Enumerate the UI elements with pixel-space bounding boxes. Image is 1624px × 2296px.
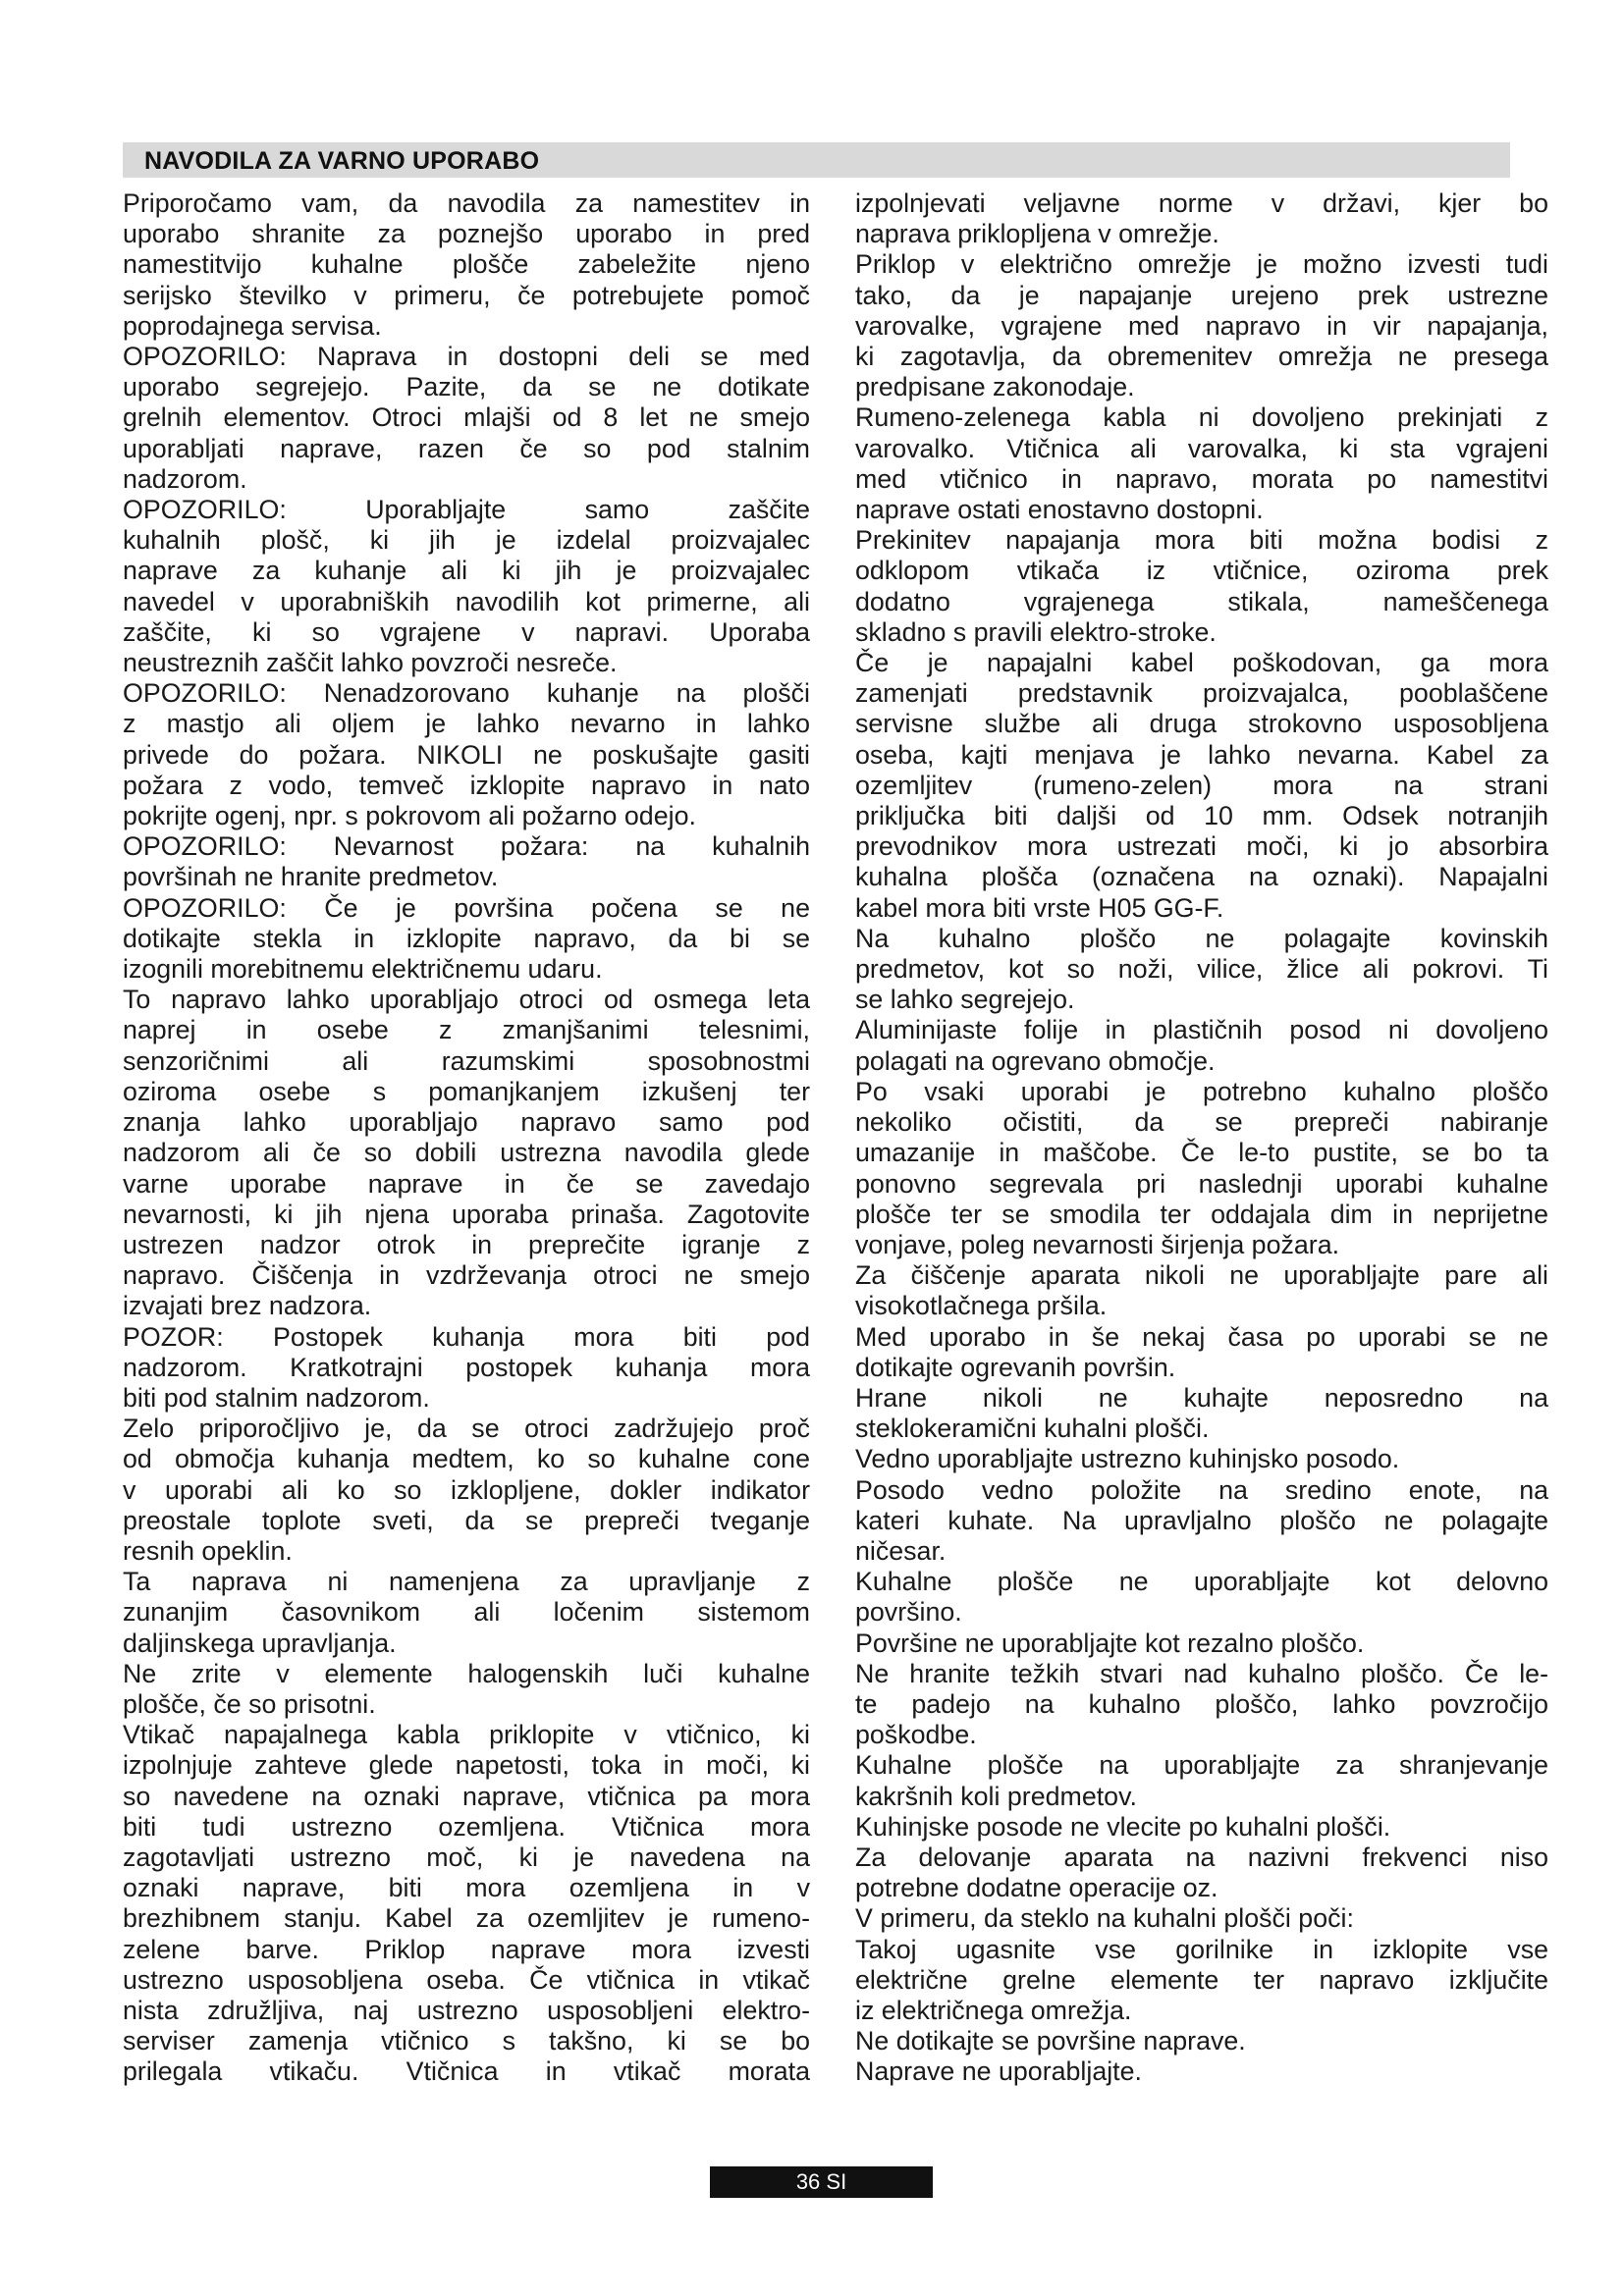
text-line: v uporabi ali ko so izklopljene, dokler indikator	[123, 1474, 810, 1505]
text-line: brezhibnem stanju. Kabel za ozemljitev je rumeno-	[123, 1903, 810, 1934]
text-line: varovalko. Vtičnica ali varovalka, ki sta vgrajeni	[855, 433, 1548, 463]
text-line: Po vsaki uporabi je potrebno kuhalno ploščo	[855, 1076, 1548, 1106]
text-line: daljinskega upravljanja.	[123, 1628, 397, 1658]
text-line: Vtikač napajalnega kabla priklopite v vtičnico, ki	[123, 1720, 810, 1750]
text-line: Na kuhalno ploščo ne polagajte kovinskih	[855, 923, 1548, 953]
text-line: neustreznih zaščit lahko povzroči nesreče.	[123, 648, 618, 678]
text-line: od območja kuhanja medtem, ko so kuhalne cone	[123, 1444, 810, 1474]
text-line: Priklop v električno omrežje je možno izvesti tudi	[855, 249, 1548, 280]
text-line: namestitvijo kuhalne plošče zabeležite njeno	[123, 249, 810, 280]
text-line: Kuhalne plošče ne uporabljajte kot delovno	[855, 1567, 1548, 1597]
text-line: nadzorom.	[123, 463, 247, 494]
text-line: Ta naprava ni namenjena za upravljanje z	[123, 1567, 810, 1597]
text-line: OPOZORILO: Uporabljajte samo zaščite	[123, 495, 810, 525]
text-line: površinah ne hranite predmetov.	[123, 862, 499, 892]
text-line: požara z vodo, temveč izklopite napravo in nato	[123, 770, 810, 800]
text-line: izognili morebitnemu električnemu udaru.	[123, 954, 603, 985]
text-line: uporabljati naprave, razen če so pod stalnim	[123, 433, 810, 463]
text-line: naprave za kuhanje ali ki jih je proizvajalec	[123, 556, 810, 586]
text-line: nekoliko očistiti, da se prepreči nabiranje	[855, 1107, 1548, 1138]
text-line: varovalke, vgrajene med napravo in vir napajanja,	[855, 310, 1548, 341]
text-line: Posodo vedno položite na sredino enote, na	[855, 1474, 1548, 1505]
text-line: Če je napajalni kabel poškodovan, ga mora	[855, 648, 1548, 678]
text-line: Hrane nikoli ne kuhajte neposredno na	[855, 1382, 1548, 1413]
text-line: Ne hranite težkih stvari nad kuhalno ploščo. Če le-	[855, 1658, 1548, 1688]
text-line: predpisane zakonodaje.	[855, 372, 1135, 402]
text-line: priključka biti daljši od 10 mm. Odsek notranjih	[855, 801, 1548, 831]
text-line: prevodnikov mora ustrezati moči, ki jo absorbira	[855, 831, 1548, 862]
text-line: polagati na ogrevano območje.	[855, 1045, 1216, 1076]
text-line: ničesar.	[855, 1535, 947, 1566]
text-line: preostale toplote sveti, da se prepreči tveganje	[123, 1505, 810, 1535]
text-line: OPOZORILO: Naprava in dostopni deli se med	[123, 342, 810, 372]
text-line: uporabo segrejejo. Pazite, da se ne dotikate	[123, 372, 810, 402]
text-line: biti pod stalnim nadzorom.	[123, 1382, 430, 1413]
text-line: naprave ostati enostavno dostopni.	[855, 495, 1264, 525]
text-line: iz električnega omrežja.	[855, 1995, 1132, 2025]
text-line: nadzorom ali če so dobili ustrezna navodila glede	[123, 1138, 810, 1168]
text-line: zagotavljati ustrezno moč, ki je navedena na	[123, 1842, 810, 1872]
text-line: Med uporabo in še nekaj časa po uporabi se ne	[855, 1321, 1548, 1352]
text-line: serijsko številko v primeru, če potrebujete pomoč	[123, 280, 810, 310]
text-line: površino.	[855, 1597, 962, 1628]
text-line: OPOZORILO: Če je površina počena se ne	[123, 892, 810, 923]
text-line: zaščite, ki so vgrajene v napravi. Uporaba	[123, 616, 810, 647]
text-line: Takoj ugasnite vse gorilnike in izklopite vse	[855, 1934, 1548, 1964]
section-header-bar	[123, 142, 1510, 178]
text-line: POZOR: Postopek kuhanja mora biti pod	[123, 1321, 810, 1352]
text-line: električne grelne elemente ter napravo izključite	[855, 1964, 1548, 1995]
text-line: grelnih elementov. Otroci mlajši od 8 let ne smejo	[123, 402, 810, 433]
text-line: biti tudi ustrezno ozemljena. Vtičnica mora	[123, 1811, 810, 1842]
text-line: servisne službe ali druga strokovno usposobljena	[855, 709, 1548, 739]
text-line: Rumeno-zelenega kabla ni dovoljeno prekinjati z	[855, 402, 1548, 433]
text-line: zelene barve. Priklop naprave mora izvesti	[123, 1934, 810, 1964]
text-line: Vedno uporabljajte ustrezno kuhinjsko posodo.	[855, 1444, 1400, 1474]
left-text-column	[123, 188, 810, 2088]
text-line: ponovno segrevala pri naslednji uporabi kuhalne	[855, 1168, 1548, 1199]
text-line: oznaki naprave, biti mora ozemljena in v	[123, 1873, 810, 1903]
text-line: naprej in osebe z zmanjšanimi telesnimi,	[123, 1015, 810, 1045]
text-line: predmetov, kot so noži, vilice, žlice ali pokrovi. Ti	[855, 954, 1548, 985]
text-line: Prekinitev napajanja mora biti možna bodisi z	[855, 525, 1548, 556]
text-line: Za čiščenje aparata nikoli ne uporabljajte pare ali	[855, 1260, 1548, 1291]
text-line: Površine ne uporabljajte kot rezalno ploščo.	[855, 1628, 1365, 1658]
text-line: odklopom vtikača iz vtičnice, oziroma prek	[855, 556, 1548, 586]
text-line: dotikajte ogrevanih površin.	[855, 1352, 1176, 1382]
page-number: 36 SI	[795, 2169, 847, 2194]
text-line: Aluminijaste folije in plastičnih posod ni dovoljeno	[855, 1015, 1548, 1045]
text-line: resnih opeklin.	[123, 1535, 293, 1566]
text-line: To napravo lahko uporabljajo otroci od osmega leta	[123, 985, 810, 1015]
text-line: kakršnih koli predmetov.	[855, 1781, 1137, 1811]
text-line: OPOZORILO: Nevarnost požara: na kuhalnih	[123, 831, 810, 862]
page-number-box	[710, 2166, 933, 2198]
text-line: zamenjati predstavnik proizvajalca, pooblaščene	[855, 678, 1548, 709]
text-line: nista združljiva, naj ustrezno usposobljeni elektro-	[123, 1995, 810, 2025]
text-line: napravo. Čiščenja in vzdrževanja otroci ne smejo	[123, 1260, 810, 1291]
text-line: dodatno vgrajenega stikala, nameščenega	[855, 586, 1548, 616]
text-line: uporabo shranite za poznejšo uporabo in pred	[123, 219, 810, 249]
text-line: poškodbe.	[855, 1720, 977, 1750]
text-line: kuhalna plošča (označena na oznaki). Napajalni	[855, 862, 1548, 892]
text-line: vonjave, poleg nevarnosti širjenja požara.	[855, 1229, 1340, 1259]
text-line: Ne dotikajte se površine naprave.	[855, 2026, 1246, 2056]
text-line: zunanjim časovnikom ali ločenim sistemom	[123, 1597, 810, 1628]
text-line: izvajati brez nadzora.	[123, 1291, 372, 1321]
text-line: izpolnjuje zahteve glede napetosti, toka in moči, ki	[123, 1750, 810, 1781]
text-line: oziroma osebe s pomanjkanjem izkušenj ter	[123, 1076, 810, 1106]
text-line: pokrijte ogenj, npr. s pokrovom ali požarno odejo.	[123, 801, 696, 831]
text-line: nadzorom. Kratkotrajni postopek kuhanja mora	[123, 1352, 810, 1382]
text-line: se lahko segrejejo.	[855, 985, 1075, 1015]
text-line: Naprave ne uporabljajte.	[855, 2056, 1142, 2087]
text-line: Kuhalne plošče na uporabljajte za shranjevanje	[855, 1750, 1548, 1781]
text-line: dotikajte stekla in izklopite napravo, da bi se	[123, 923, 810, 953]
text-line: senzoričnimi ali razumskimi sposobnostmi	[123, 1045, 810, 1076]
text-line: so navedene na oznaki naprave, vtičnica pa mora	[123, 1781, 810, 1811]
text-line: kateri kuhate. Na upravljalno ploščo ne polagajte	[855, 1505, 1548, 1535]
text-line: te padejo na kuhalno ploščo, lahko povzročijo	[855, 1688, 1548, 1719]
text-line: skladno s pravili elektro-stroke.	[855, 616, 1217, 647]
text-line: umazanije in maščobe. Če le-to pustite, se bo ta	[855, 1138, 1548, 1168]
section-title: NAVODILA ZA VARNO UPORABO	[144, 147, 540, 175]
text-line: tako, da je napajanje urejeno prek ustrezne	[855, 280, 1548, 310]
text-line: prilegala vtikaču. Vtičnica in vtikač morata	[123, 2056, 810, 2087]
text-line: znanja lahko uporabljajo napravo samo pod	[123, 1107, 810, 1138]
text-line: med vtičnico in napravo, morata po namestitvi	[855, 463, 1548, 494]
text-line: ustrezno usposobljena oseba. Če vtičnica in vtikač	[123, 1964, 810, 1995]
text-line: varne uporabe naprave in če se zavedajo	[123, 1168, 810, 1199]
text-line: plošče, če so prisotni.	[123, 1688, 376, 1719]
text-line: navedel v uporabniških navodilih kot primerne, ali	[123, 586, 810, 616]
text-line: V primeru, da steklo na kuhalni plošči poči:	[855, 1903, 1354, 1934]
text-line: nevarnosti, ki jih njena uporaba prinaša. Zagotovite	[123, 1199, 810, 1229]
text-line: potrebne dodatne operacije oz.	[855, 1873, 1218, 1903]
text-line: Zelo priporočljivo je, da se otroci zadržujejo proč	[123, 1414, 810, 1444]
text-line: ki zagotavlja, da obremenitev omrežja ne presega	[855, 342, 1548, 372]
text-line: ustrezen nadzor otrok in preprečite igranje z	[123, 1229, 810, 1259]
text-line: kuhalnih plošč, ki jih je izdelal proizvajalec	[123, 525, 810, 556]
text-line: Priporočamo vam, da navodila za namestitev in	[123, 188, 810, 218]
text-line: Za delovanje aparata na nazivni frekvenci niso	[855, 1842, 1548, 1872]
text-line: Ne zrite v elemente halogenskih luči kuhalne	[123, 1658, 810, 1688]
text-line: poprodajnega servisa.	[123, 310, 382, 341]
text-line: serviser zamenja vtičnico s takšno, ki se bo	[123, 2026, 810, 2056]
text-line: plošče ter se smodila ter oddajala dim in neprijetne	[855, 1199, 1548, 1229]
text-line: visokotlačnega pršila.	[855, 1291, 1108, 1321]
text-line: kabel mora biti vrste H05 GG-F.	[855, 892, 1224, 923]
text-line: steklokeramični kuhalni plošči.	[855, 1414, 1210, 1444]
text-line: oseba, kajti menjava je lahko nevarna. Kabel za	[855, 739, 1548, 770]
text-line: privede do požara. NIKOLI ne poskušajte gasiti	[123, 739, 810, 770]
text-line: Kuhinjske posode ne vlecite po kuhalni plošči.	[855, 1811, 1391, 1842]
right-text-column	[855, 188, 1548, 2088]
text-line: OPOZORILO: Nenadzorovano kuhanje na plošči	[123, 678, 810, 709]
text-line: naprava priklopljena v omrežje.	[855, 219, 1219, 249]
text-line: izpolnjevati veljavne norme v državi, kjer bo	[855, 188, 1548, 218]
text-line: z mastjo ali oljem je lahko nevarno in lahko	[123, 709, 810, 739]
text-line: ozemljitev (rumeno-zelen) mora na strani	[855, 770, 1548, 800]
